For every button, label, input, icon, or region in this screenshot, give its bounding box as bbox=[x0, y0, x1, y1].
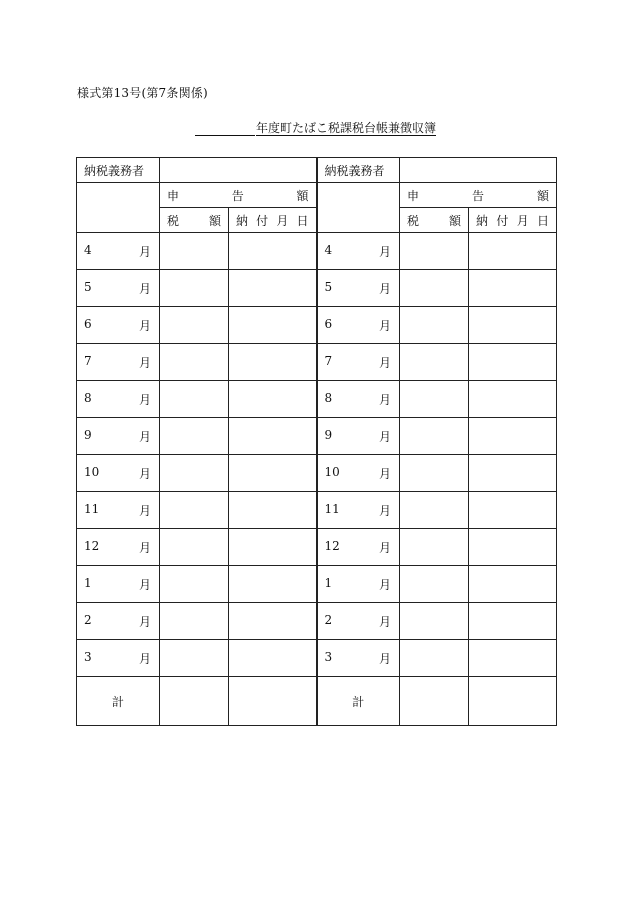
total-row bbox=[77, 677, 557, 726]
month-row bbox=[77, 566, 557, 603]
month-label-left bbox=[77, 566, 160, 603]
month-label-left bbox=[77, 603, 160, 640]
total-label-right: 計 bbox=[317, 677, 400, 726]
month-label-left bbox=[77, 233, 160, 270]
month-unit: 月 bbox=[379, 244, 392, 259]
month-row bbox=[77, 640, 557, 677]
month-label-right bbox=[317, 455, 400, 492]
month-number: 11 bbox=[324, 501, 340, 516]
month-row bbox=[77, 270, 557, 307]
tax-amount-field-right[interactable] bbox=[400, 455, 469, 492]
month-number: 5 bbox=[324, 279, 333, 294]
month-label-right bbox=[317, 418, 400, 455]
tax-amount-field-right[interactable] bbox=[400, 492, 469, 529]
month-number: 6 bbox=[324, 316, 333, 331]
payment-date-field-right[interactable] bbox=[469, 233, 557, 270]
month-label-right bbox=[317, 566, 400, 603]
month-number: 8 bbox=[324, 390, 333, 405]
tax-amount-field-right[interactable] bbox=[400, 270, 469, 307]
taxpayer-label-right: 納税義務者 bbox=[317, 158, 400, 183]
declared-amount-label: 申 告 額 bbox=[407, 188, 550, 203]
tax-amount-label: 税 額 bbox=[407, 213, 462, 228]
total-label-left: 計 bbox=[77, 677, 160, 726]
month-number: 9 bbox=[84, 427, 92, 442]
payment-date-field-left[interactable] bbox=[229, 418, 317, 455]
month-unit: 月 bbox=[139, 466, 152, 481]
month-unit: 月 bbox=[379, 577, 392, 592]
month-label-left bbox=[77, 640, 160, 677]
month-number: 8 bbox=[84, 390, 92, 405]
month-number: 4 bbox=[324, 242, 333, 257]
month-unit: 月 bbox=[379, 429, 392, 444]
tax-amount-label: 税 額 bbox=[167, 213, 222, 228]
taxpayer-row bbox=[77, 158, 557, 183]
total-tax-amount-field-right[interactable] bbox=[400, 677, 469, 726]
tax-amount-field-right[interactable] bbox=[400, 418, 469, 455]
payment-date-field-right[interactable] bbox=[469, 566, 557, 603]
month-unit: 月 bbox=[379, 540, 392, 555]
month-number: 12 bbox=[324, 538, 340, 553]
month-label-left bbox=[77, 270, 160, 307]
month-label-right bbox=[317, 270, 400, 307]
month-number: 3 bbox=[84, 649, 92, 664]
tax-amount-field-left[interactable] bbox=[160, 529, 229, 566]
payment-date-field-left[interactable] bbox=[229, 381, 317, 418]
month-header-right bbox=[317, 183, 400, 233]
payment-date-field-right[interactable] bbox=[469, 270, 557, 307]
tax-amount-field-left[interactable] bbox=[160, 270, 229, 307]
tax-amount-field-left[interactable] bbox=[160, 455, 229, 492]
month-row bbox=[77, 307, 557, 344]
payment-date-field-right[interactable] bbox=[469, 529, 557, 566]
month-row bbox=[77, 344, 557, 381]
tax-ledger-table bbox=[76, 157, 557, 726]
month-row bbox=[77, 603, 557, 640]
payment-date-field-right[interactable] bbox=[469, 640, 557, 677]
month-label-left bbox=[77, 455, 160, 492]
tax-amount-field-left[interactable] bbox=[160, 418, 229, 455]
tax-amount-field-left[interactable] bbox=[160, 640, 229, 677]
month-label-right bbox=[317, 381, 400, 418]
month-unit: 月 bbox=[379, 503, 392, 518]
month-unit: 月 bbox=[139, 429, 152, 444]
tax-amount-field-left[interactable] bbox=[160, 233, 229, 270]
month-unit: 月 bbox=[139, 503, 152, 518]
total-payment-date-field-right[interactable] bbox=[469, 677, 557, 726]
tax-amount-field-right[interactable] bbox=[400, 640, 469, 677]
tax-amount-field-left[interactable] bbox=[160, 603, 229, 640]
payment-date-field-right[interactable] bbox=[469, 344, 557, 381]
month-row bbox=[77, 233, 557, 270]
month-unit: 月 bbox=[379, 651, 392, 666]
month-label-right bbox=[317, 344, 400, 381]
fiscal-year-blank[interactable] bbox=[195, 135, 255, 136]
month-number: 7 bbox=[84, 353, 92, 368]
payment-date-field-left[interactable] bbox=[229, 455, 317, 492]
month-unit: 月 bbox=[139, 244, 152, 259]
payment-date-field-right[interactable] bbox=[469, 307, 557, 344]
month-unit: 月 bbox=[139, 355, 152, 370]
tax-amount-field-right[interactable] bbox=[400, 603, 469, 640]
month-label-right bbox=[317, 307, 400, 344]
taxpayer-name-field-left[interactable] bbox=[160, 158, 317, 183]
total-payment-date-field-left[interactable] bbox=[229, 677, 317, 726]
month-label-left bbox=[77, 418, 160, 455]
month-label-right bbox=[317, 529, 400, 566]
month-unit: 月 bbox=[139, 540, 152, 555]
payment-date-field-right[interactable] bbox=[469, 492, 557, 529]
payment-date-field-left[interactable] bbox=[229, 492, 317, 529]
payment-date-label: 納 付 月 日 bbox=[476, 213, 550, 228]
month-label-right bbox=[317, 492, 400, 529]
month-unit: 月 bbox=[139, 281, 152, 296]
declared-amount-label: 申 告 額 bbox=[167, 188, 309, 203]
payment-date-field-right[interactable] bbox=[469, 455, 557, 492]
tax-amount-field-right[interactable] bbox=[400, 566, 469, 603]
month-row bbox=[77, 529, 557, 566]
month-number: 5 bbox=[84, 279, 92, 294]
payment-date-field-left[interactable] bbox=[229, 566, 317, 603]
tax-amount-field-right[interactable] bbox=[400, 307, 469, 344]
month-label-right bbox=[317, 233, 400, 270]
payment-date-field-left[interactable] bbox=[229, 603, 317, 640]
month-number: 7 bbox=[324, 353, 333, 368]
tax-amount-field-left[interactable] bbox=[160, 307, 229, 344]
month-number: 1 bbox=[324, 575, 333, 590]
payment-date-field-right[interactable] bbox=[469, 603, 557, 640]
declared-amount-header-row bbox=[77, 183, 557, 208]
month-unit: 月 bbox=[139, 318, 152, 333]
month-unit: 月 bbox=[139, 577, 152, 592]
tax-amount-field-right[interactable] bbox=[400, 381, 469, 418]
month-label-right bbox=[317, 603, 400, 640]
tax-amount-header-left bbox=[160, 208, 229, 233]
payment-date-field-left[interactable] bbox=[229, 344, 317, 381]
month-unit: 月 bbox=[379, 281, 392, 296]
month-number: 2 bbox=[84, 612, 92, 627]
month-row bbox=[77, 418, 557, 455]
month-row bbox=[77, 492, 557, 529]
payment-date-label: 納 付 月 日 bbox=[236, 213, 309, 228]
taxpayer-label-left: 納税義務者 bbox=[77, 158, 160, 183]
month-unit: 月 bbox=[139, 651, 152, 666]
month-number: 1 bbox=[84, 575, 92, 590]
payment-date-field-left[interactable] bbox=[229, 307, 317, 344]
payment-date-field-right[interactable] bbox=[469, 381, 557, 418]
payment-date-field-left[interactable] bbox=[229, 233, 317, 270]
month-unit: 月 bbox=[379, 318, 392, 333]
payment-date-header-right bbox=[469, 208, 557, 233]
tax-amount-field-right[interactable] bbox=[400, 529, 469, 566]
ledger-title-text: 年度町たばこ税課税台帳兼徴収簿 bbox=[256, 121, 437, 135]
month-unit: 月 bbox=[139, 614, 152, 629]
month-label-left bbox=[77, 381, 160, 418]
payment-date-field-left[interactable] bbox=[229, 640, 317, 677]
month-number: 9 bbox=[324, 427, 333, 442]
month-header-left bbox=[77, 183, 160, 233]
month-row bbox=[77, 381, 557, 418]
month-row bbox=[77, 455, 557, 492]
month-label-right bbox=[317, 640, 400, 677]
declared-amount-header-right bbox=[400, 183, 557, 208]
payment-date-field-right[interactable] bbox=[469, 418, 557, 455]
month-unit: 月 bbox=[379, 355, 392, 370]
month-number: 2 bbox=[324, 612, 333, 627]
month-label-left bbox=[77, 492, 160, 529]
month-unit: 月 bbox=[379, 392, 392, 407]
month-label-left bbox=[77, 307, 160, 344]
month-number: 11 bbox=[84, 501, 100, 516]
payment-date-field-left[interactable] bbox=[229, 270, 317, 307]
month-label-left bbox=[77, 344, 160, 381]
tax-amount-field-left[interactable] bbox=[160, 344, 229, 381]
tax-amount-field-right[interactable] bbox=[400, 344, 469, 381]
ledger-title bbox=[195, 121, 445, 137]
month-number: 4 bbox=[84, 242, 92, 257]
tax-amount-field-right[interactable] bbox=[400, 233, 469, 270]
declared-amount-header-left bbox=[160, 183, 317, 208]
tax-amount-header-right bbox=[400, 208, 469, 233]
month-unit: 月 bbox=[379, 614, 392, 629]
total-tax-amount-field-left[interactable] bbox=[160, 677, 229, 726]
tax-amount-field-left[interactable] bbox=[160, 492, 229, 529]
payment-date-header-left bbox=[229, 208, 317, 233]
taxpayer-name-field-right[interactable] bbox=[400, 158, 557, 183]
tax-amount-field-left[interactable] bbox=[160, 381, 229, 418]
month-unit: 月 bbox=[379, 466, 392, 481]
month-number: 10 bbox=[324, 464, 340, 479]
tax-amount-field-left[interactable] bbox=[160, 566, 229, 603]
form-number: 様式第13号(第7条関係) bbox=[77, 86, 208, 100]
month-number: 10 bbox=[84, 464, 100, 479]
payment-date-field-left[interactable] bbox=[229, 529, 317, 566]
month-number: 3 bbox=[324, 649, 333, 664]
month-number: 6 bbox=[84, 316, 92, 331]
month-unit: 月 bbox=[139, 392, 152, 407]
month-label-left bbox=[77, 529, 160, 566]
month-number: 12 bbox=[84, 538, 100, 553]
